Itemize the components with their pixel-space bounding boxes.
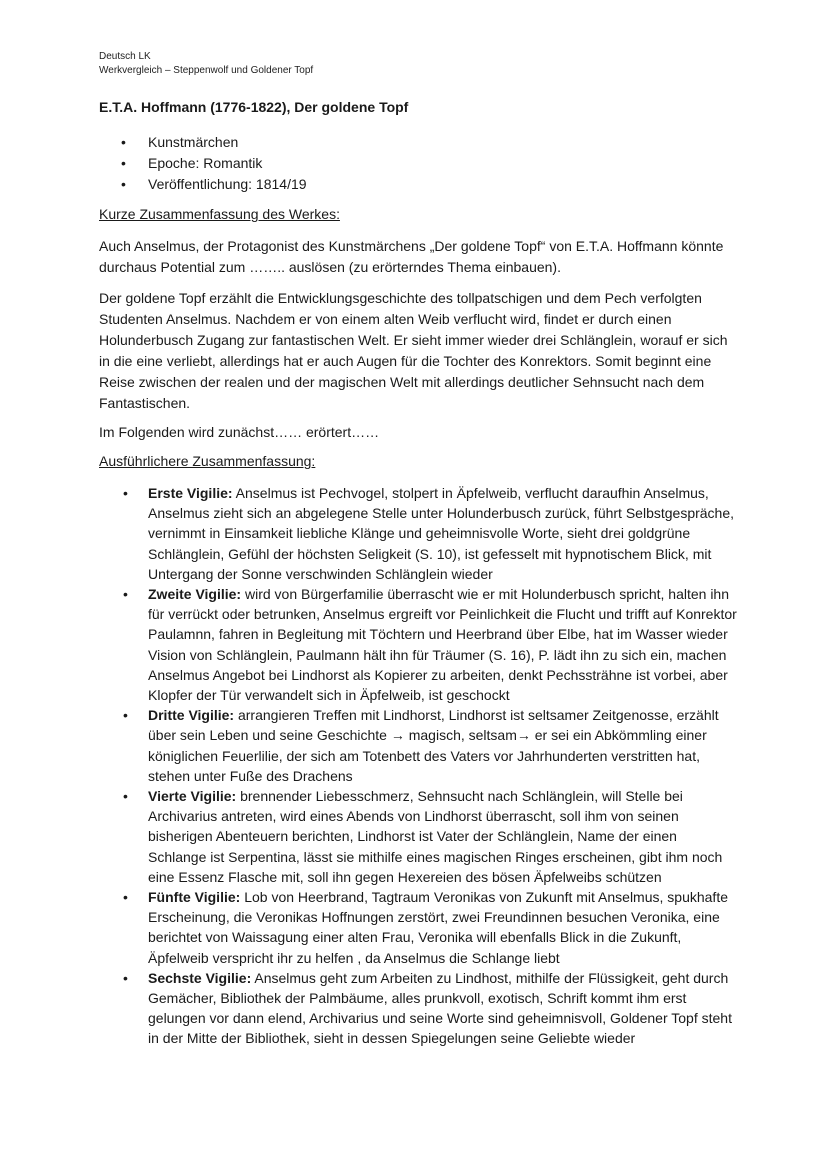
vigilie-title: Erste Vigilie: — [148, 485, 233, 501]
info-publication: • Veröffentlichung: 1814/19 — [99, 174, 307, 195]
info-epoch: • Epoche: Romantik — [99, 153, 307, 174]
vigilie-item-1 — [99, 483, 739, 584]
detailed-summary-heading: Ausführlichere Zusammenfassung: — [99, 453, 316, 469]
vigilie-text: arrangieren Treffen mit Lindhorst, Lindhorst ist seltsamer Zeitgenosse, erzählt über sein Leben und seine Geschichte → magisch, seltsam→ er sei ein Abkömmling einer königlichen Feuerlilie, der sich am Totenbett des Vaters vor Jahrhunderten verstritten hat, stehen unter Fuße des Drachens — [148, 707, 719, 784]
info-genre: • Kunstmärchen — [99, 132, 307, 153]
vigilie-title: Zweite Vigilie: — [148, 586, 242, 603]
course-label: Deutsch LK — [99, 51, 151, 62]
vigilie-title: Sechste Vigilie: — [148, 969, 252, 986]
vigilie-item-2 — [99, 584, 739, 705]
short-summary-heading: Kurze Zusammenfassung des Werkes: — [99, 206, 340, 222]
document-title: E.T.A. Hoffmann (1776-1822), Der goldene Topf — [99, 99, 409, 115]
short-summary-followup: Im Folgenden wird zunächst…… erörtert…… — [99, 424, 380, 440]
vigilie-item-6 — [99, 968, 739, 1049]
vigilie-list — [99, 483, 739, 1049]
short-summary-body: Der goldene Topf erzählt die Entwicklungsgeschichte des tollpatschigen und dem Pech verfolgten Studenten Anselmus. Nachdem er von einem alten Weib verflucht wird, findet er durch einen Holunderbusch Zugang zur fantastischen Welt. Er sieht immer wieder drei Schlänglein, worauf er sich in die eine verliebt, allerdings hat er auch Augen für die Tochter des Konrektors. Somit beginnt eine Reise zwischen der realen und der magischen Welt mit allerdings deutlicher Sehnsucht nach dem Fantastischen. — [99, 290, 728, 411]
vigilie-text: brennender Liebesschmerz, Sehnsucht nach Schlänglein, will Stelle bei Archivarius antreten, wird eines Abends von Lindhorst überrascht, soll ihm von seinen bisherigen Abenteuern berichten, Lindhorst ist Vater der Schlänglein, Name der einen Schlange ist Serpentina, lässt sie mithilfe eines magischen Ringes erscheinen, gibt ihm noch eine Essenz Flasche mit, soll ihn gegen Hexereien des bösen Äpfelweibs schützen — [148, 788, 723, 885]
page-header — [99, 50, 313, 78]
vigilie-item-3 — [99, 705, 739, 786]
short-summary-intro: Auch Anselmus, der Protagonist des Kunstmärchens „Der goldene Topf“ von E.T.A. Hoffmann könnte durchaus Potential zum …….. auslösen (zu erörterndes Thema einbauen). — [99, 238, 724, 275]
vigilie-text: Lob von Heerbrand, Tagtraum Veronikas von Zukunft mit Anselmus, spukhafte Erscheinung, die Veronikas Hoffnungen zerstört, zwei Freundinnen besuchen Veronika, eine berichtet von Waissagung einer alten Frau, Veronika will ebenfalls Blick in die Zukunft, Äpfelweib verspricht ihr zu helfen , da Anselmus die Schlange liebt — [148, 889, 728, 966]
vigilie-text: Anselmus ist Pechvogel, stolpert in Äpfelweib, verflucht daraufhin Anselmus, Anselmus zieht sich an abgelegene Stelle unter Holunderbusch zurück, führt Selbstgespräche, vernimmt in Einsamkeit liebliche Klänge und geheimnisvolle Worte, sieht drei goldgrüne Schlänglein, Gefühl der höchsten Seligkeit (S. 10), ist gefesselt mit hypnotischem Blick, mit Untergang der Sonne verschwinden Schlänglein wieder — [148, 485, 735, 582]
vigilie-title: Dritte Vigilie: — [148, 707, 235, 724]
vigilie-title: Fünfte Vigilie: — [148, 889, 241, 906]
vigilie-item-4 — [99, 786, 739, 887]
vigilie-text: Anselmus geht zum Arbeiten zu Lindhost, mithilfe der Flüssigkeit, geht durch Gemächer, Bibliothek der Palmbäume, alles prunkvoll, exotisch, Schrift kommt ihm erst gelungen vor dann elend, Archivarius und seine Worte sind geheimnisvoll, Goldener Topf steht in der Mitte der Bibliothek, sieht in dessen Spiegelungen seine Geliebte wieder — [148, 969, 732, 1047]
vigilie-title: Vierte Vigilie: — [148, 788, 237, 805]
work-info-list — [99, 132, 307, 195]
vigilie-item-5 — [99, 887, 739, 968]
vigilie-text: wird von Bürgerfamilie überrascht wie er mit Holunderbusch spricht, halten ihn für verrückt oder betrunken, Anselmus ergreift vor Peinlichkeit die Flucht und trifft auf Konrektor Paulamnn, fahren in Begleitung mit Töchtern und Heerbrand über Elbe, hat im Wasser wieder Vision von Schlänglein, Paulmann hält ihn für Träumer (S. 16), P. lädt ihn zu sich ein, machen Anselmus Angebot bei Lindhorst als Kopierer zu arbeiten, denkt Pechssträhne ist vorbei, aber Klopfer der Tür verwandelt sich in Äpfelweib, ist geschockt — [148, 586, 737, 704]
subject-label: Werkvergleich – Steppenwolf und Goldener Topf — [99, 65, 314, 76]
